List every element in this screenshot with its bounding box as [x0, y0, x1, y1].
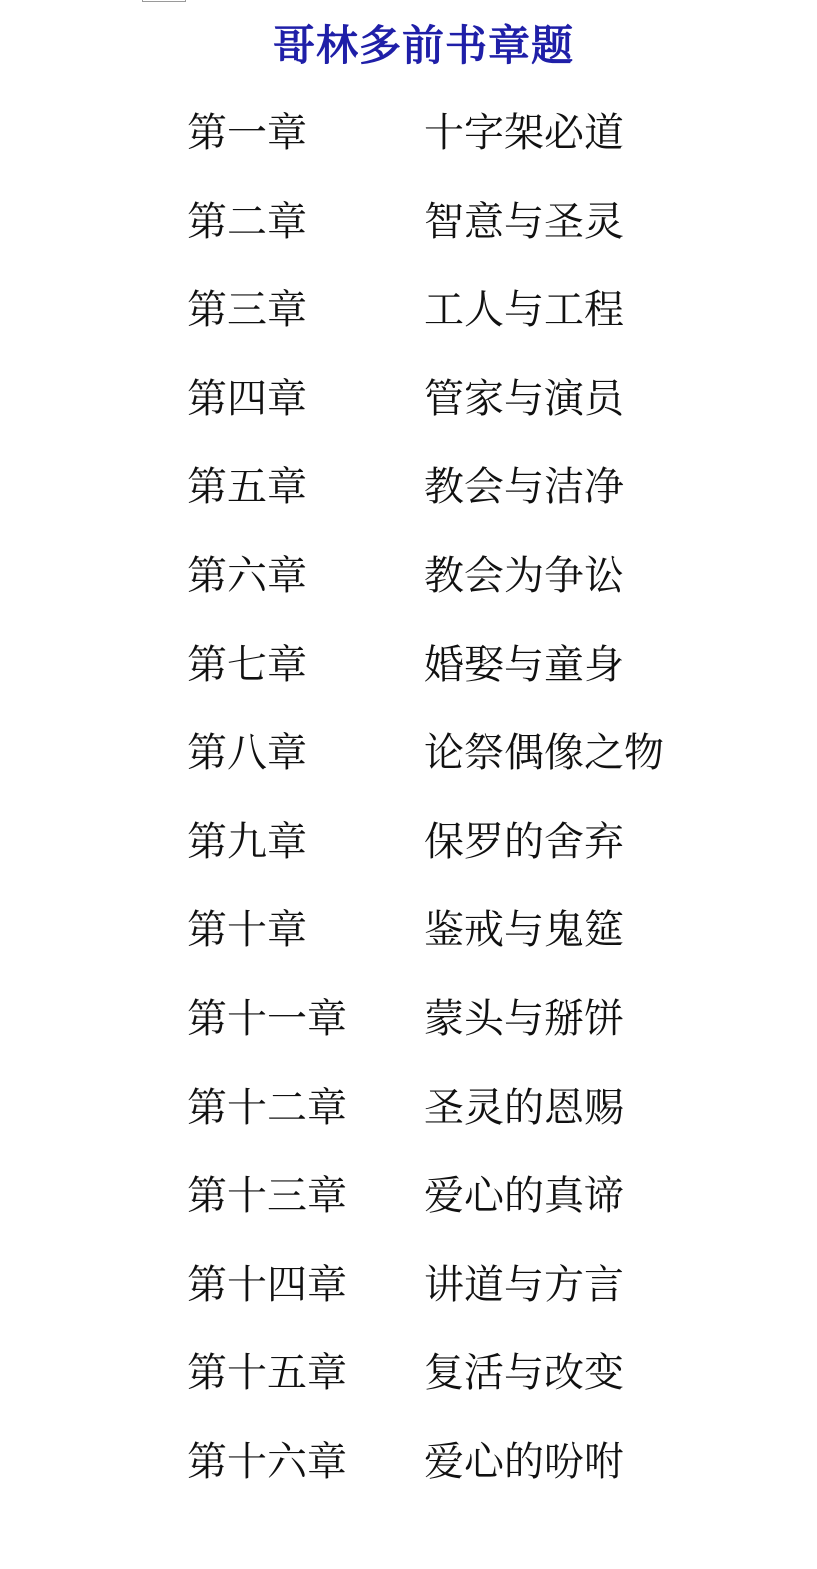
chapter-number: 第十章	[187, 907, 307, 954]
chapter-title: 论祭偶像之物	[424, 730, 664, 777]
chapter-number: 第一章	[187, 110, 307, 156]
chapter-row-16	[0, 1418, 817, 1507]
corner-mark	[142, 0, 186, 2]
chapter-title: 保罗的舍弃	[424, 818, 624, 865]
chapter-number: 第九章	[187, 818, 307, 865]
chapter-row-5	[0, 443, 817, 532]
chapter-number: 第五章	[187, 464, 307, 511]
chapter-row-13	[0, 1152, 817, 1241]
chapter-number: 第十二章	[187, 1084, 347, 1131]
chapter-list	[0, 89, 817, 1507]
chapter-number: 第四章	[187, 375, 307, 422]
chapter-number: 第十一章	[187, 995, 347, 1042]
chapter-title: 教会与洁净	[424, 464, 624, 511]
chapter-number: 第十四章	[187, 1261, 347, 1308]
chapter-title: 复活与改变	[424, 1350, 624, 1397]
chapter-number: 第二章	[187, 198, 307, 245]
chapter-number: 第八章	[187, 730, 307, 777]
chapter-row-14	[0, 1241, 817, 1330]
chapter-row-1	[0, 89, 817, 178]
chapter-title: 爱心的真谛	[424, 1173, 624, 1220]
chapter-number: 第十三章	[187, 1173, 347, 1220]
chapter-number: 第七章	[187, 641, 307, 688]
chapter-row-10	[0, 886, 817, 975]
chapter-row-7	[0, 621, 817, 710]
chapter-row-6	[0, 532, 817, 621]
chapter-row-3	[0, 266, 817, 355]
chapter-row-11	[0, 975, 817, 1064]
chapter-title: 蒙头与掰饼	[424, 995, 624, 1042]
chapter-row-2	[0, 178, 817, 267]
chapter-row-8	[0, 709, 817, 798]
page-title: 哥林多前书章题	[272, 21, 574, 70]
chapter-row-12	[0, 1064, 817, 1153]
chapter-number: 第三章	[187, 287, 307, 334]
chapter-row-4	[0, 355, 817, 444]
chapter-number: 第十六章	[187, 1438, 347, 1485]
chapter-title: 婚娶与童身	[424, 641, 624, 688]
chapter-title: 圣灵的恩赐	[424, 1084, 624, 1131]
chapter-title: 爱心的吩咐	[424, 1438, 624, 1485]
chapter-number: 第十五章	[187, 1350, 347, 1397]
chapter-number: 第六章	[187, 552, 307, 599]
chapter-title: 管家与演员	[424, 375, 624, 422]
chapter-title: 智意与圣灵	[424, 198, 624, 245]
chapter-title: 十字架必道	[424, 110, 624, 156]
chapter-title: 讲道与方言	[424, 1261, 624, 1308]
chapter-title: 教会为争讼	[424, 552, 624, 599]
chapter-title: 工人与工程	[424, 287, 624, 334]
chapter-row-15	[0, 1329, 817, 1418]
chapter-row-9	[0, 798, 817, 887]
chapter-title: 鉴戒与鬼筵	[424, 907, 624, 954]
